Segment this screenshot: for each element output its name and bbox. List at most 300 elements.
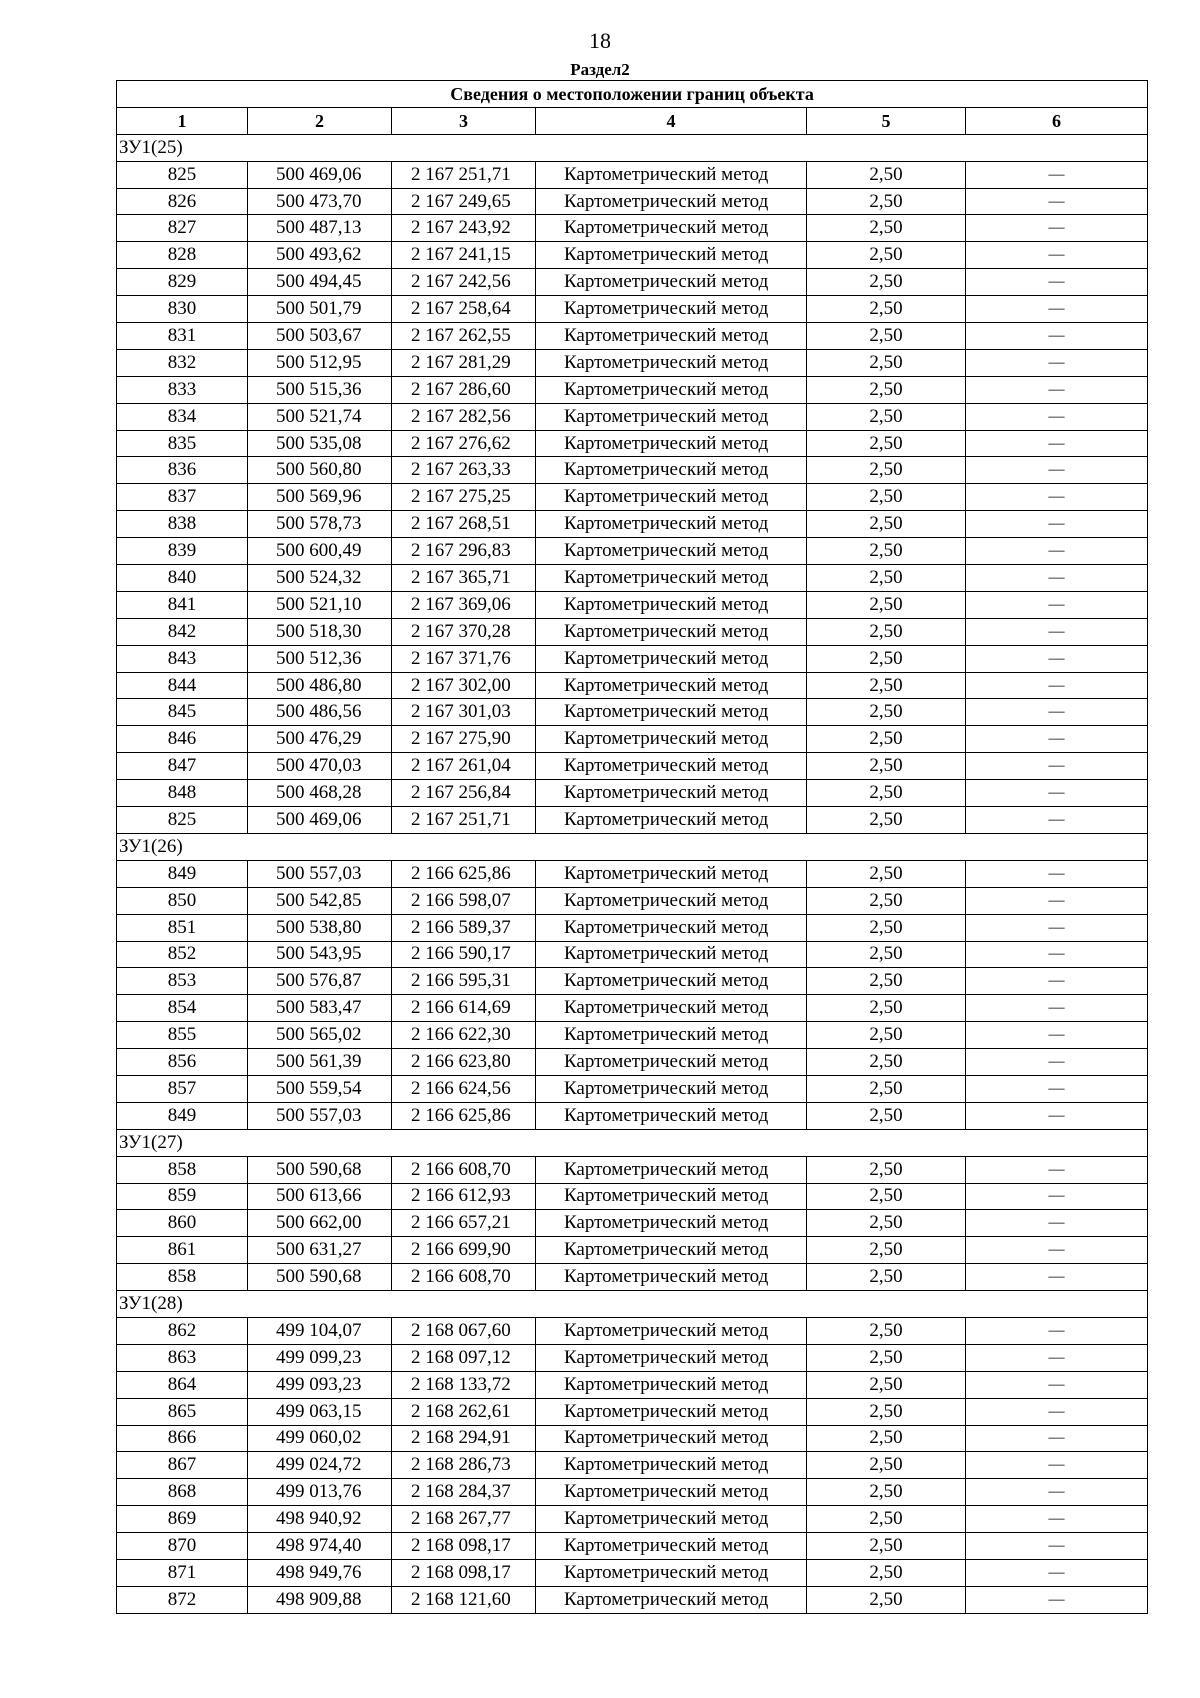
table-cell: Картометрический метод bbox=[536, 887, 807, 914]
table-title: Сведения о местоположении границ объекта bbox=[117, 81, 1148, 108]
table-cell: 498 949,76 bbox=[248, 1559, 392, 1586]
table-cell: 2,50 bbox=[807, 1586, 966, 1613]
table-cell: — bbox=[966, 242, 1148, 269]
table-cell: 870 bbox=[117, 1533, 248, 1560]
table-row bbox=[117, 1237, 1148, 1264]
table-cell: Картометрический метод bbox=[536, 484, 807, 511]
table-cell: 500 515,36 bbox=[248, 376, 392, 403]
table-cell: 2 166 625,86 bbox=[392, 860, 536, 887]
table-cell: 499 104,07 bbox=[248, 1317, 392, 1344]
table-cell: 500 512,95 bbox=[248, 349, 392, 376]
table-row bbox=[117, 484, 1148, 511]
table-cell: 2 167 249,65 bbox=[392, 188, 536, 215]
table-row bbox=[117, 618, 1148, 645]
table-row bbox=[117, 1022, 1148, 1049]
table-row bbox=[117, 1506, 1148, 1533]
table-cell: 2 167 242,56 bbox=[392, 269, 536, 296]
table-row bbox=[117, 565, 1148, 592]
table-cell: 865 bbox=[117, 1398, 248, 1425]
table-row bbox=[117, 753, 1148, 780]
table-cell: 500 590,68 bbox=[248, 1156, 392, 1183]
table-cell: Картометрический метод bbox=[536, 1371, 807, 1398]
table-cell: 498 974,40 bbox=[248, 1533, 392, 1560]
table-cell: — bbox=[966, 1075, 1148, 1102]
table-cell: 499 013,76 bbox=[248, 1479, 392, 1506]
table-cell: 2 167 276,62 bbox=[392, 430, 536, 457]
table-cell: 500 535,08 bbox=[248, 430, 392, 457]
table-cell: 500 542,85 bbox=[248, 887, 392, 914]
table-cell: Картометрический метод bbox=[536, 242, 807, 269]
table-cell: 2 168 294,91 bbox=[392, 1425, 536, 1452]
table-cell: 832 bbox=[117, 349, 248, 376]
table-cell: 500 521,74 bbox=[248, 403, 392, 430]
table-cell: 834 bbox=[117, 403, 248, 430]
table-cell: 2 167 251,71 bbox=[392, 161, 536, 188]
table-cell: 500 468,28 bbox=[248, 780, 392, 807]
table-cell: 838 bbox=[117, 511, 248, 538]
table-cell: — bbox=[966, 860, 1148, 887]
table-cell: 2,50 bbox=[807, 995, 966, 1022]
column-header: 5 bbox=[807, 107, 966, 134]
table-cell: 2 166 624,56 bbox=[392, 1075, 536, 1102]
table-cell: Картометрический метод bbox=[536, 538, 807, 565]
table-row bbox=[117, 1452, 1148, 1479]
table-cell: 833 bbox=[117, 376, 248, 403]
table-cell: Картометрический метод bbox=[536, 1586, 807, 1613]
table-cell: 861 bbox=[117, 1237, 248, 1264]
table-cell: — bbox=[966, 565, 1148, 592]
table-cell: Картометрический метод bbox=[536, 672, 807, 699]
table-cell: 2,50 bbox=[807, 1183, 966, 1210]
table-cell: 862 bbox=[117, 1317, 248, 1344]
table-cell: 2,50 bbox=[807, 1317, 966, 1344]
table-cell: 2,50 bbox=[807, 699, 966, 726]
table-cell: Картометрический метод bbox=[536, 1452, 807, 1479]
table-cell: Картометрический метод bbox=[536, 376, 807, 403]
table-cell: 500 476,29 bbox=[248, 726, 392, 753]
table-cell: 2,50 bbox=[807, 1156, 966, 1183]
table-cell: — bbox=[966, 349, 1148, 376]
table-cell: Картометрический метод bbox=[536, 807, 807, 834]
table-cell: 500 613,66 bbox=[248, 1183, 392, 1210]
table-row bbox=[117, 887, 1148, 914]
table-cell: 500 538,80 bbox=[248, 914, 392, 941]
table-row bbox=[117, 672, 1148, 699]
table-cell: 858 bbox=[117, 1156, 248, 1183]
table-cell: Картометрический метод bbox=[536, 403, 807, 430]
table-cell: 841 bbox=[117, 591, 248, 618]
table-cell: — bbox=[966, 1425, 1148, 1452]
table-cell: 845 bbox=[117, 699, 248, 726]
table-cell: — bbox=[966, 296, 1148, 323]
table-cell: Картометрический метод bbox=[536, 860, 807, 887]
table-cell: 500 486,56 bbox=[248, 699, 392, 726]
table-cell: 2,50 bbox=[807, 1398, 966, 1425]
table-cell: 849 bbox=[117, 860, 248, 887]
table-cell: — bbox=[966, 1559, 1148, 1586]
table-cell: 2,50 bbox=[807, 1049, 966, 1076]
table-cell: 2,50 bbox=[807, 1102, 966, 1129]
table-cell: 2,50 bbox=[807, 215, 966, 242]
table-row bbox=[117, 1183, 1148, 1210]
table-cell: 839 bbox=[117, 538, 248, 565]
table-cell: — bbox=[966, 807, 1148, 834]
table-cell: 2 167 262,55 bbox=[392, 323, 536, 350]
table-cell: — bbox=[966, 618, 1148, 645]
table-cell: 2 168 067,60 bbox=[392, 1317, 536, 1344]
table-cell: 871 bbox=[117, 1559, 248, 1586]
table-cell: 2 167 263,33 bbox=[392, 457, 536, 484]
table-cell: 847 bbox=[117, 753, 248, 780]
table-cell: 500 569,96 bbox=[248, 484, 392, 511]
table-cell: Картометрический метод bbox=[536, 269, 807, 296]
table-cell: — bbox=[966, 1183, 1148, 1210]
table-cell: 2,50 bbox=[807, 511, 966, 538]
table-row bbox=[117, 296, 1148, 323]
table-row bbox=[117, 1344, 1148, 1371]
table-row bbox=[117, 323, 1148, 350]
table-cell: 499 099,23 bbox=[248, 1344, 392, 1371]
table-cell: 2 167 256,84 bbox=[392, 780, 536, 807]
table-row bbox=[117, 1559, 1148, 1586]
table-cell: 2,50 bbox=[807, 914, 966, 941]
table-cell: 500 470,03 bbox=[248, 753, 392, 780]
table-cell: 854 bbox=[117, 995, 248, 1022]
table-cell: 844 bbox=[117, 672, 248, 699]
table-cell: Картометрический метод bbox=[536, 1156, 807, 1183]
table-cell: 2,50 bbox=[807, 349, 966, 376]
table-cell: Картометрический метод bbox=[536, 1102, 807, 1129]
table-cell: Картометрический метод bbox=[536, 1425, 807, 1452]
column-header: 6 bbox=[966, 107, 1148, 134]
table-cell: Картометрический метод bbox=[536, 618, 807, 645]
table-cell: 2,50 bbox=[807, 968, 966, 995]
group-row bbox=[117, 134, 1148, 161]
table-cell: 850 bbox=[117, 887, 248, 914]
table-cell: — bbox=[966, 403, 1148, 430]
table-cell: Картометрический метод bbox=[536, 645, 807, 672]
table-cell: 856 bbox=[117, 1049, 248, 1076]
table-cell: — bbox=[966, 215, 1148, 242]
table-cell: 2,50 bbox=[807, 1075, 966, 1102]
table-cell: 2 166 612,93 bbox=[392, 1183, 536, 1210]
table-cell: 2 166 623,80 bbox=[392, 1049, 536, 1076]
table-row bbox=[117, 1533, 1148, 1560]
table-cell: 500 561,39 bbox=[248, 1049, 392, 1076]
group-label: ЗУ1(28) bbox=[117, 1291, 1148, 1318]
table-cell: 869 bbox=[117, 1506, 248, 1533]
table-cell: Картометрический метод bbox=[536, 188, 807, 215]
table-cell: 500 559,54 bbox=[248, 1075, 392, 1102]
table-cell: Картометрический метод bbox=[536, 941, 807, 968]
table-cell: 500 600,49 bbox=[248, 538, 392, 565]
table-cell: 2 167 241,15 bbox=[392, 242, 536, 269]
table-cell: 2 167 286,60 bbox=[392, 376, 536, 403]
group-label: ЗУ1(27) bbox=[117, 1129, 1148, 1156]
table-cell: 2 166 608,70 bbox=[392, 1156, 536, 1183]
table-cell: 2 167 258,64 bbox=[392, 296, 536, 323]
table-cell: Картометрический метод bbox=[536, 1344, 807, 1371]
table-cell: Картометрический метод bbox=[536, 914, 807, 941]
table-cell: — bbox=[966, 968, 1148, 995]
table-row bbox=[117, 645, 1148, 672]
table-cell: 2 168 098,17 bbox=[392, 1559, 536, 1586]
table-cell: 2 167 301,03 bbox=[392, 699, 536, 726]
table-cell: 2,50 bbox=[807, 242, 966, 269]
table-cell: — bbox=[966, 1237, 1148, 1264]
table-cell: 2,50 bbox=[807, 672, 966, 699]
table-cell: 500 518,30 bbox=[248, 618, 392, 645]
table-cell: Картометрический метод bbox=[536, 1317, 807, 1344]
table-cell: 2,50 bbox=[807, 1264, 966, 1291]
table-cell: 500 494,45 bbox=[248, 269, 392, 296]
table-cell: 846 bbox=[117, 726, 248, 753]
table-cell: 830 bbox=[117, 296, 248, 323]
table-cell: 500 486,80 bbox=[248, 672, 392, 699]
table-cell: 2 166 589,37 bbox=[392, 914, 536, 941]
table-cell: — bbox=[966, 161, 1148, 188]
table-cell: — bbox=[966, 726, 1148, 753]
table-cell: — bbox=[966, 995, 1148, 1022]
table-cell: — bbox=[966, 1264, 1148, 1291]
table-cell: Картометрический метод bbox=[536, 430, 807, 457]
table-cell: 842 bbox=[117, 618, 248, 645]
table-cell: 2,50 bbox=[807, 296, 966, 323]
table-cell: — bbox=[966, 1344, 1148, 1371]
table-cell: 2 168 286,73 bbox=[392, 1452, 536, 1479]
table-cell: 2,50 bbox=[807, 1506, 966, 1533]
table-cell: Картометрический метод bbox=[536, 726, 807, 753]
table-cell: Картометрический метод bbox=[536, 1264, 807, 1291]
table-cell: Картометрический метод bbox=[536, 1506, 807, 1533]
table-cell: 2 167 371,76 bbox=[392, 645, 536, 672]
table-row bbox=[117, 538, 1148, 565]
table-row bbox=[117, 699, 1148, 726]
table-cell: Картометрический метод bbox=[536, 1183, 807, 1210]
table-cell: 852 bbox=[117, 941, 248, 968]
table-row bbox=[117, 995, 1148, 1022]
table-cell: 866 bbox=[117, 1425, 248, 1452]
table-cell: 499 024,72 bbox=[248, 1452, 392, 1479]
table-row bbox=[117, 430, 1148, 457]
table-cell: 857 bbox=[117, 1075, 248, 1102]
table-cell: 2,50 bbox=[807, 780, 966, 807]
table-cell: 849 bbox=[117, 1102, 248, 1129]
column-header: 2 bbox=[248, 107, 392, 134]
table-cell: — bbox=[966, 430, 1148, 457]
table-cell: 872 bbox=[117, 1586, 248, 1613]
table-cell: 858 bbox=[117, 1264, 248, 1291]
table-cell: 500 473,70 bbox=[248, 188, 392, 215]
table-cell: Картометрический метод bbox=[536, 161, 807, 188]
table-row bbox=[117, 1075, 1148, 1102]
page-number: 18 bbox=[589, 28, 611, 53]
table-cell: Картометрический метод bbox=[536, 1398, 807, 1425]
group-row bbox=[117, 833, 1148, 860]
table-cell: 2,50 bbox=[807, 376, 966, 403]
table-cell: Картометрический метод bbox=[536, 591, 807, 618]
table-row bbox=[117, 807, 1148, 834]
table-row bbox=[117, 349, 1148, 376]
table-cell: 2,50 bbox=[807, 1452, 966, 1479]
table-cell: 827 bbox=[117, 215, 248, 242]
table-cell: — bbox=[966, 645, 1148, 672]
table-cell: 2 168 097,12 bbox=[392, 1344, 536, 1371]
table-cell: Картометрический метод bbox=[536, 1533, 807, 1560]
table-cell: — bbox=[966, 1398, 1148, 1425]
table-cell: 500 565,02 bbox=[248, 1022, 392, 1049]
table-cell: 2 167 302,00 bbox=[392, 672, 536, 699]
table-cell: Картометрический метод bbox=[536, 323, 807, 350]
table-cell: 499 060,02 bbox=[248, 1425, 392, 1452]
table-cell: Картометрический метод bbox=[536, 511, 807, 538]
table-row bbox=[117, 941, 1148, 968]
boundary-table bbox=[116, 80, 1148, 1614]
table-cell: — bbox=[966, 323, 1148, 350]
table-cell: 825 bbox=[117, 807, 248, 834]
table-row bbox=[117, 1425, 1148, 1452]
table-cell: 498 940,92 bbox=[248, 1506, 392, 1533]
table-row bbox=[117, 1156, 1148, 1183]
table-cell: 2,50 bbox=[807, 323, 966, 350]
table-cell: 2 166 614,69 bbox=[392, 995, 536, 1022]
table-cell: — bbox=[966, 1506, 1148, 1533]
table-row bbox=[117, 1479, 1148, 1506]
table-cell: Картометрический метод bbox=[536, 457, 807, 484]
table-cell: Картометрический метод bbox=[536, 780, 807, 807]
table-cell: — bbox=[966, 484, 1148, 511]
table-cell: 2,50 bbox=[807, 1425, 966, 1452]
table-cell: — bbox=[966, 269, 1148, 296]
group-row bbox=[117, 1291, 1148, 1318]
table-row bbox=[117, 1264, 1148, 1291]
table-cell: 831 bbox=[117, 323, 248, 350]
table-row bbox=[117, 914, 1148, 941]
table-cell: 2,50 bbox=[807, 645, 966, 672]
table-cell: 500 590,68 bbox=[248, 1264, 392, 1291]
table-cell: 864 bbox=[117, 1371, 248, 1398]
table-cell: 2,50 bbox=[807, 860, 966, 887]
table-cell: — bbox=[966, 376, 1148, 403]
group-label: ЗУ1(25) bbox=[117, 134, 1148, 161]
table-row bbox=[117, 215, 1148, 242]
table-cell: — bbox=[966, 672, 1148, 699]
table-row bbox=[117, 161, 1148, 188]
table-cell: — bbox=[966, 1533, 1148, 1560]
table-cell: 500 487,13 bbox=[248, 215, 392, 242]
table-cell: 829 bbox=[117, 269, 248, 296]
table-cell: 863 bbox=[117, 1344, 248, 1371]
table-cell: 500 503,67 bbox=[248, 323, 392, 350]
table-cell: 2,50 bbox=[807, 1344, 966, 1371]
table-row bbox=[117, 1049, 1148, 1076]
table-cell: 2 168 284,37 bbox=[392, 1479, 536, 1506]
table-cell: 500 631,27 bbox=[248, 1237, 392, 1264]
column-header: 4 bbox=[536, 107, 807, 134]
table-row bbox=[117, 457, 1148, 484]
table-cell: — bbox=[966, 457, 1148, 484]
table-row bbox=[117, 1317, 1148, 1344]
table-cell: Картометрический метод bbox=[536, 1237, 807, 1264]
table-cell: Картометрический метод bbox=[536, 699, 807, 726]
table-cell: 855 bbox=[117, 1022, 248, 1049]
table-cell: — bbox=[966, 538, 1148, 565]
table-row bbox=[117, 1398, 1148, 1425]
table-cell: — bbox=[966, 1586, 1148, 1613]
table-cell: — bbox=[966, 591, 1148, 618]
table-cell: 2,50 bbox=[807, 941, 966, 968]
table-cell: 2,50 bbox=[807, 753, 966, 780]
table-cell: 2 167 275,90 bbox=[392, 726, 536, 753]
table-cell: 500 512,36 bbox=[248, 645, 392, 672]
table-cell: Картометрический метод bbox=[536, 995, 807, 1022]
table-row bbox=[117, 403, 1148, 430]
table-cell: 2,50 bbox=[807, 1559, 966, 1586]
table-cell: 500 469,06 bbox=[248, 807, 392, 834]
table-cell: 2 166 608,70 bbox=[392, 1264, 536, 1291]
table-cell: 2 166 598,07 bbox=[392, 887, 536, 914]
table-cell: 499 093,23 bbox=[248, 1371, 392, 1398]
table-cell: 2 167 369,06 bbox=[392, 591, 536, 618]
table-cell: 2,50 bbox=[807, 269, 966, 296]
table-cell: 828 bbox=[117, 242, 248, 269]
table-cell: 2 168 267,77 bbox=[392, 1506, 536, 1533]
table-cell: 836 bbox=[117, 457, 248, 484]
table-cell: 500 576,87 bbox=[248, 968, 392, 995]
table-cell: — bbox=[966, 1022, 1148, 1049]
table-cell: 2 167 261,04 bbox=[392, 753, 536, 780]
table-cell: 2,50 bbox=[807, 726, 966, 753]
table-cell: 2,50 bbox=[807, 807, 966, 834]
table-cell: 826 bbox=[117, 188, 248, 215]
table-cell: 2 167 243,92 bbox=[392, 215, 536, 242]
table-cell: 500 557,03 bbox=[248, 1102, 392, 1129]
table-cell: 2,50 bbox=[807, 484, 966, 511]
table-row bbox=[117, 780, 1148, 807]
table-cell: 2 166 595,31 bbox=[392, 968, 536, 995]
group-label: ЗУ1(26) bbox=[117, 833, 1148, 860]
table-cell: 2,50 bbox=[807, 1479, 966, 1506]
table-cell: Картометрический метод bbox=[536, 1479, 807, 1506]
section-label: Раздел2 bbox=[570, 60, 630, 79]
table-cell: 2,50 bbox=[807, 1371, 966, 1398]
table-cell: 2,50 bbox=[807, 188, 966, 215]
table-cell: 2,50 bbox=[807, 618, 966, 645]
table-row bbox=[117, 591, 1148, 618]
table-row bbox=[117, 968, 1148, 995]
table-cell: — bbox=[966, 941, 1148, 968]
table-cell: 853 bbox=[117, 968, 248, 995]
table-cell: 840 bbox=[117, 565, 248, 592]
table-cell: — bbox=[966, 887, 1148, 914]
table-cell: Картометрический метод bbox=[536, 1022, 807, 1049]
table-cell: 498 909,88 bbox=[248, 1586, 392, 1613]
table-cell: 848 bbox=[117, 780, 248, 807]
table-cell: 2 166 590,17 bbox=[392, 941, 536, 968]
table-cell: 2,50 bbox=[807, 403, 966, 430]
table-cell: 2,50 bbox=[807, 887, 966, 914]
table-cell: Картометрический метод bbox=[536, 1559, 807, 1586]
table-cell: 2 166 699,90 bbox=[392, 1237, 536, 1264]
table-cell: 2,50 bbox=[807, 538, 966, 565]
table-row bbox=[117, 726, 1148, 753]
table-cell: — bbox=[966, 1452, 1148, 1479]
table-row bbox=[117, 242, 1148, 269]
table-row bbox=[117, 511, 1148, 538]
table-cell: 825 bbox=[117, 161, 248, 188]
table-row bbox=[117, 376, 1148, 403]
table-row bbox=[117, 269, 1148, 296]
